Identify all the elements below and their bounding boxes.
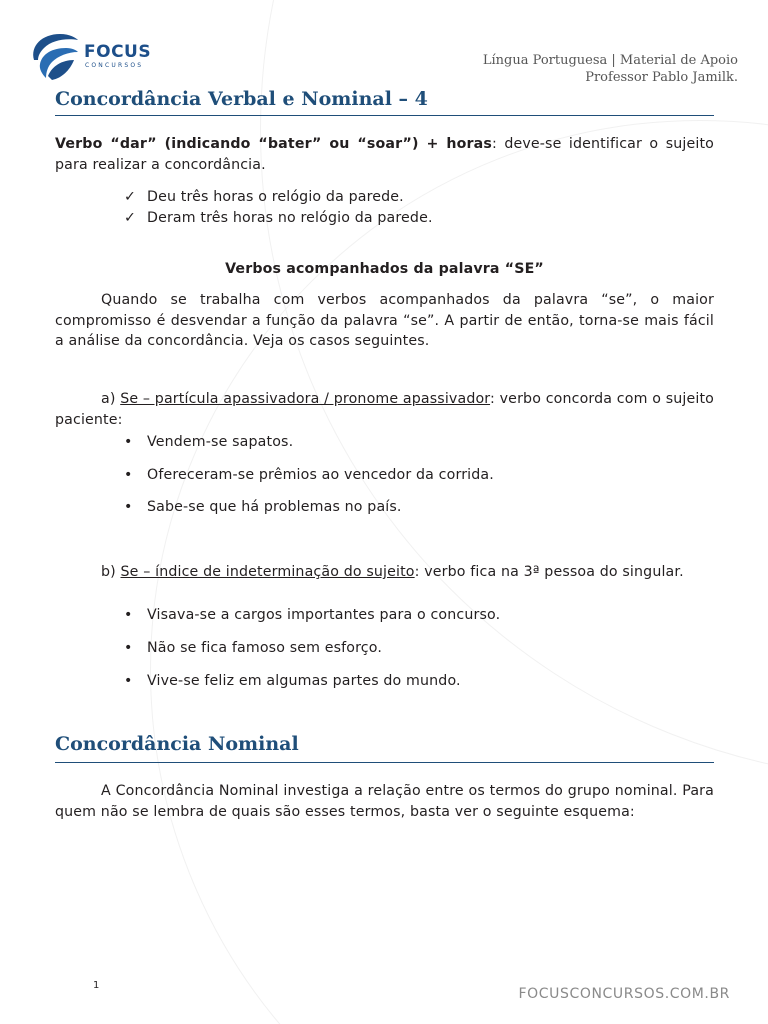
- list-item-text: Sabe-se que há problemas no país.: [147, 499, 402, 515]
- intro-text: : deve-se identificar o sujeito para realizar a concordância.: [55, 136, 714, 173]
- case-b-text: : verbo fica na 3ª pessoa do singular.: [414, 564, 684, 580]
- list-item-text: Ofereceram-se prêmios ao vencedor da corrida.: [147, 467, 494, 483]
- check-icon: ✓: [124, 189, 137, 205]
- title-divider: [55, 115, 714, 116]
- intro-bold: Verbo “dar” (indicando “bater” ou “soar”) + horas: [55, 136, 492, 152]
- header-subject: Língua Portuguesa | Material de Apoio: [482, 53, 738, 68]
- case-b-paragraph: [55, 562, 714, 583]
- case-a-prefix: a): [101, 391, 121, 407]
- list-item-text: Visava-se a cargos importantes para o concurso.: [147, 607, 501, 623]
- bullet-icon: •: [124, 434, 133, 450]
- list-item-text: Deu três horas o relógio da parede.: [147, 189, 404, 205]
- bullet-icon: •: [124, 673, 133, 689]
- focus-logo-icon: [26, 30, 82, 82]
- bullet-icon: •: [124, 467, 133, 483]
- case-b-term: Se – índice de indeterminação do sujeito: [120, 564, 415, 580]
- header-professor: Professor Pablo Jamilk.: [585, 70, 738, 85]
- page-number: 1: [93, 980, 100, 991]
- footer-website: FOCUSCONCURSOS.COM.BR: [518, 986, 730, 1002]
- bullet-icon: •: [124, 499, 133, 515]
- focus-logo: [26, 30, 156, 82]
- case-a-paragraph: [55, 389, 714, 430]
- logo-brand: FOCUS: [84, 42, 152, 62]
- subsection-title: Verbos acompanhados da palavra “SE”: [225, 261, 544, 277]
- nominal-paragraph: A Concordância Nominal investiga a relação entre os termos do grupo nominal. Para quem não se lembra de quais são esses termos, basta ver o seguinte esquema:: [55, 783, 714, 820]
- section-title: Concordância Nominal: [55, 733, 299, 755]
- check-icon: ✓: [124, 210, 137, 226]
- case-a-text: : verbo concorda com o sujeito paciente:: [55, 391, 714, 428]
- list-item-text: Não se fica famoso sem esforço.: [147, 640, 382, 656]
- case-b-prefix: b): [101, 564, 121, 580]
- case-a-term: Se – partícula apassivadora / pronome apassivador: [120, 391, 491, 407]
- list-item-text: Deram três horas no relógio da parede.: [147, 210, 433, 226]
- bullet-icon: •: [124, 607, 133, 623]
- header-info: [483, 52, 738, 86]
- title-divider: [55, 762, 714, 763]
- bullet-icon: •: [124, 640, 133, 656]
- intro-paragraph: [55, 134, 714, 175]
- se-paragraph: Quando se trabalha com verbos acompanhados da palavra “se”, o maior compromisso é desvendar a função da palavra “se”. A partir de então, torna-se mais fácil a análise da concordância. Veja os casos seguintes.: [55, 292, 714, 349]
- list-item-text: Vendem-se sapatos.: [147, 434, 294, 450]
- list-item-text: Vive-se feliz em algumas partes do mundo.: [147, 673, 461, 689]
- section-title: Concordância Verbal e Nominal – 4: [55, 88, 428, 110]
- logo-subtitle: CONCURSOS: [85, 62, 144, 69]
